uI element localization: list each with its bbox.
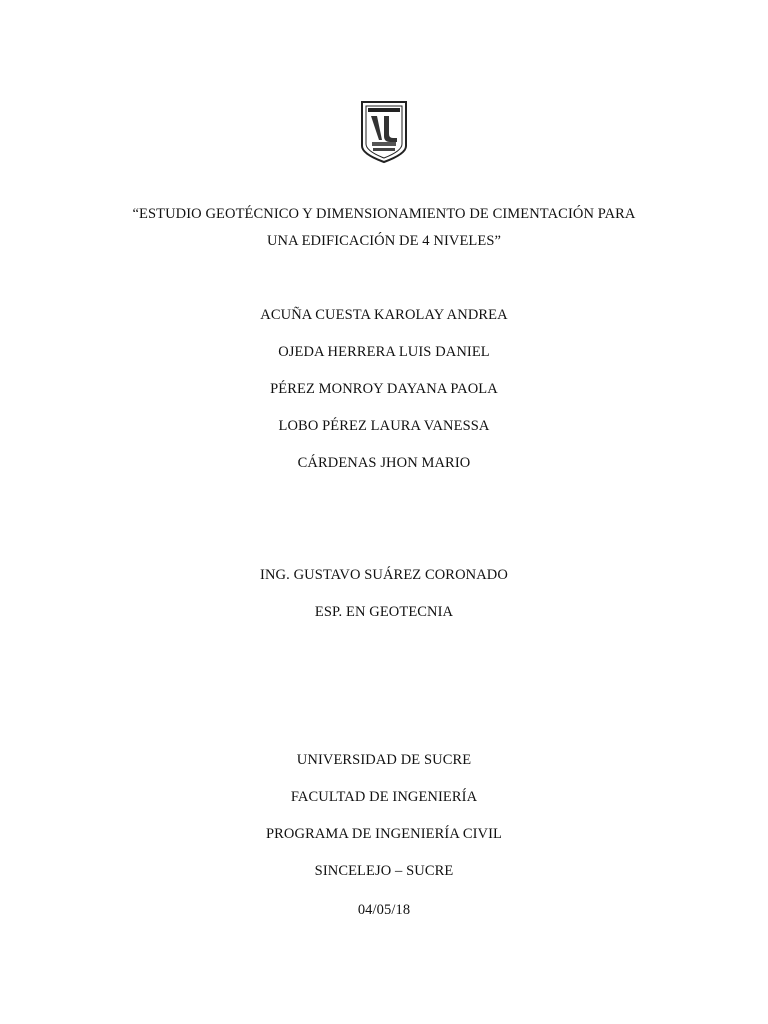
author-5: CÁRDENAS JHON MARIO [297,455,471,471]
program-name: PROGRAMA DE INGENIERÍA CIVIL [265,826,502,842]
title-line-2: UNA EDIFICACIÓN DE 4 NIVELES” [266,233,502,249]
title-line-1: “ESTUDIO GEOTÉCNICO Y DIMENSIONAMIENTO DE CIMENTACIÓN PARA [132,206,636,222]
university-name: UNIVERSIDAD DE SUCRE [296,752,472,768]
author-2: OJEDA HERRERA LUIS DANIEL [278,344,490,360]
advisor-name: ING. GUSTAVO SUÁREZ CORONADO [260,567,508,583]
document-date: 04/05/18 [357,902,411,918]
faculty-name: FACULTAD DE INGENIERÍA [290,789,478,805]
author-1: ACUÑA CUESTA KAROLAY ANDREA [260,307,508,323]
location: SINCELEJO – SUCRE [314,863,454,879]
advisor-specialty: ESP. EN GEOTECNIA [314,604,454,620]
university-shield-logo-icon [358,100,410,164]
author-3: PÉREZ MONROY DAYANA PAOLA [270,381,498,397]
author-4: LOBO PÉREZ LAURA VANESSA [278,418,490,434]
